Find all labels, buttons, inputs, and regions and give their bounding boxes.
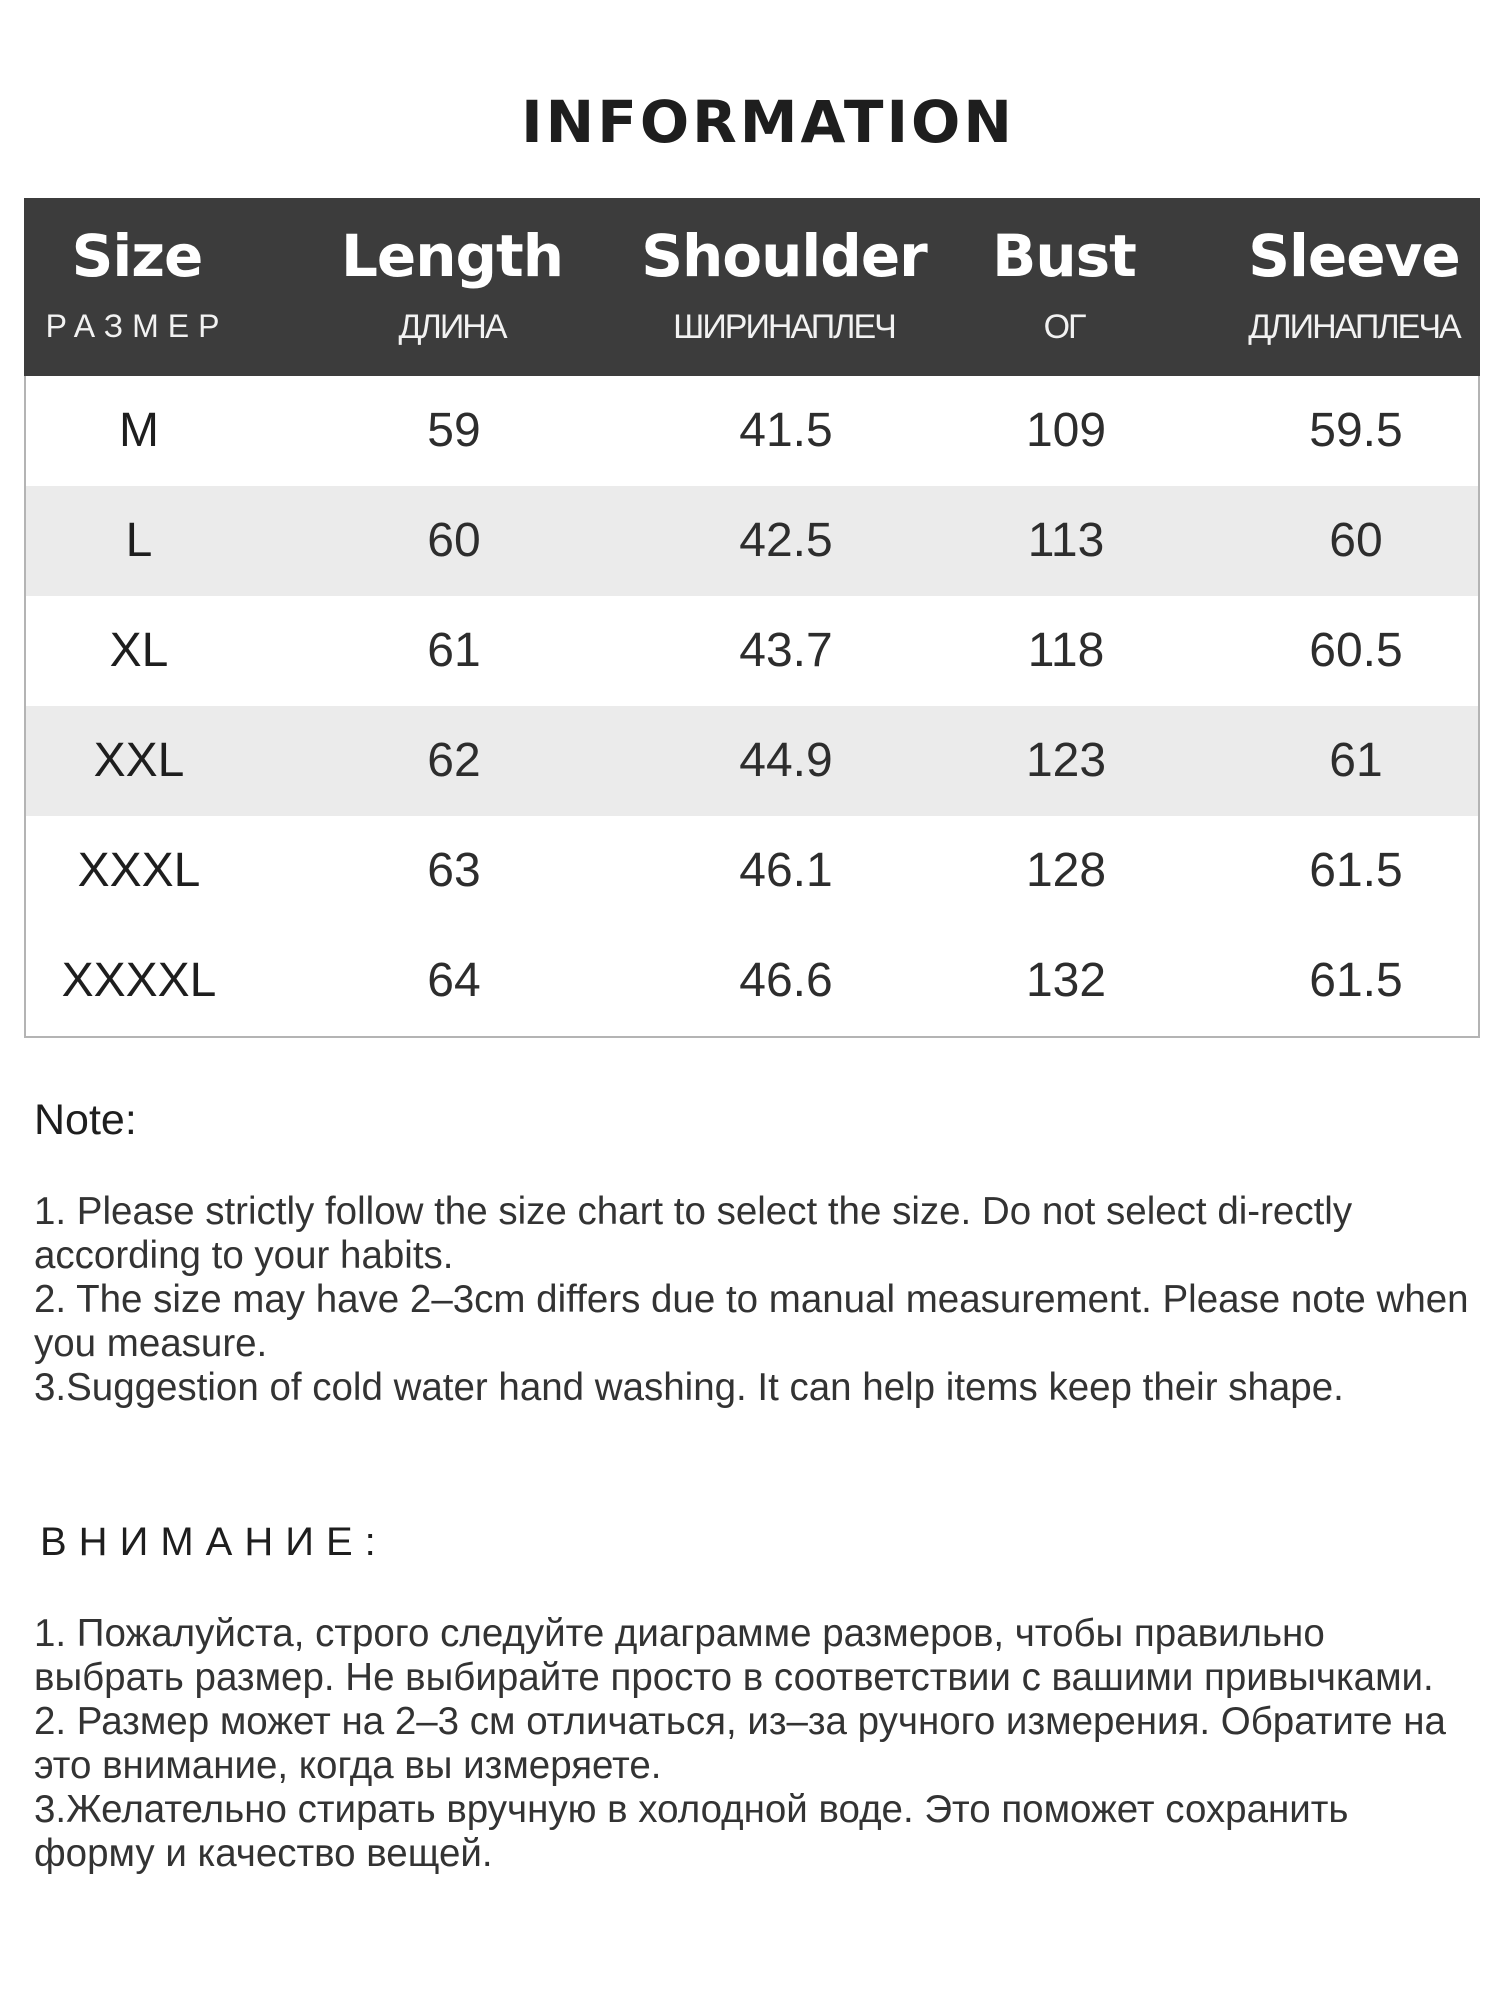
size-cell: XXXXL — [61, 954, 217, 1007]
shoulder-cell: 42.5 — [739, 514, 833, 567]
shoulder-cell: 46.6 — [739, 954, 833, 1007]
length-cell: 62 — [427, 734, 481, 787]
sleeve-cell: 61.5 — [1309, 954, 1403, 1007]
bust-cell: 132 — [1025, 954, 1107, 1007]
header-bust — [904, 198, 1224, 376]
header-length-ru: ДЛИНА — [398, 308, 506, 346]
header-size-en: Size — [71, 222, 203, 290]
length-cell: 63 — [427, 844, 481, 897]
size-cell: XXXL — [77, 844, 201, 897]
bust-cell: 123 — [1025, 734, 1107, 787]
note-item: 1. Please strictly follow the size chart to select the size. Do not select di-rectly according to your habits. — [34, 1190, 1353, 1277]
ru-note-item: 1. Пожалуйста, строго следуйте диаграмме размеров, чтобы правильно выбрать размер. Не выбирайте просто в соответствии с вашими привычками. — [34, 1612, 1434, 1699]
header-length-en: Length — [340, 222, 564, 290]
length-cell: 61 — [427, 624, 481, 677]
size-cell: XL — [109, 624, 169, 677]
length-cell: 60 — [427, 514, 481, 567]
table-row — [26, 376, 1478, 486]
length-cell: 64 — [427, 954, 481, 1007]
table-header — [24, 198, 1480, 376]
bust-cell: 118 — [1027, 624, 1105, 677]
note-list — [34, 1190, 1474, 1410]
ru-note-item: 2. Размер может на 2–3 см отличаться, из–за ручного измерения. Обратите на это внимание, когда вы измеряете. — [34, 1700, 1446, 1787]
ru-note-heading: ВНИМАНИЕ: — [40, 1520, 388, 1564]
header-sleeve-en: Sleeve — [1248, 222, 1460, 290]
table-row — [26, 926, 1478, 1036]
bust-cell: 128 — [1025, 844, 1107, 897]
shoulder-cell: 41.5 — [739, 404, 833, 457]
header-bust-ru: ОГ — [1043, 308, 1085, 346]
sleeve-cell: 61 — [1329, 734, 1383, 787]
size-cell: XXL — [93, 734, 185, 787]
header-sleeve — [1194, 198, 1500, 376]
page-title: INFORMATION — [521, 88, 1015, 156]
bust-cell: 113 — [1027, 514, 1105, 567]
table-row — [26, 486, 1478, 596]
header-size — [24, 198, 250, 376]
length-cell: 59 — [427, 404, 481, 457]
size-cell: M — [119, 404, 159, 457]
table-row — [26, 706, 1478, 816]
header-shoulder-en: Shoulder — [641, 222, 927, 290]
shoulder-cell: 43.7 — [739, 624, 833, 677]
table-row — [26, 596, 1478, 706]
sleeve-cell: 61.5 — [1309, 844, 1403, 897]
size-cell: L — [125, 514, 153, 567]
sleeve-cell: 60 — [1329, 514, 1383, 567]
note-item: 2. The size may have 2–3cm differs due to manual measurement. Please note when you measure. — [34, 1278, 1469, 1365]
ru-note-item: 3.Желательно стирать вручную в холодной воде. Это поможет сохранить форму и качество вещей. — [34, 1788, 1349, 1875]
header-sleeve-ru: ДЛИНАПЛЕЧА — [1248, 308, 1460, 346]
table-row — [26, 816, 1478, 926]
note-item: 3.Suggestion of cold water hand washing. It can help items keep their shape. — [34, 1366, 1344, 1409]
sleeve-cell: 60.5 — [1309, 624, 1403, 677]
shoulder-cell: 44.9 — [739, 734, 833, 787]
bust-cell: 109 — [1025, 404, 1107, 457]
shoulder-cell: 46.1 — [739, 844, 833, 897]
sleeve-cell: 59.5 — [1309, 404, 1403, 457]
header-shoulder-ru: ШИРИНАПЛЕЧ — [673, 308, 895, 346]
size-chart-table — [24, 198, 1480, 1038]
header-size-ru: РАЗМЕР — [45, 308, 229, 344]
note-heading: Note: — [34, 1096, 137, 1144]
ru-note-list — [34, 1612, 1474, 1876]
header-bust-en: Bust — [992, 222, 1136, 290]
